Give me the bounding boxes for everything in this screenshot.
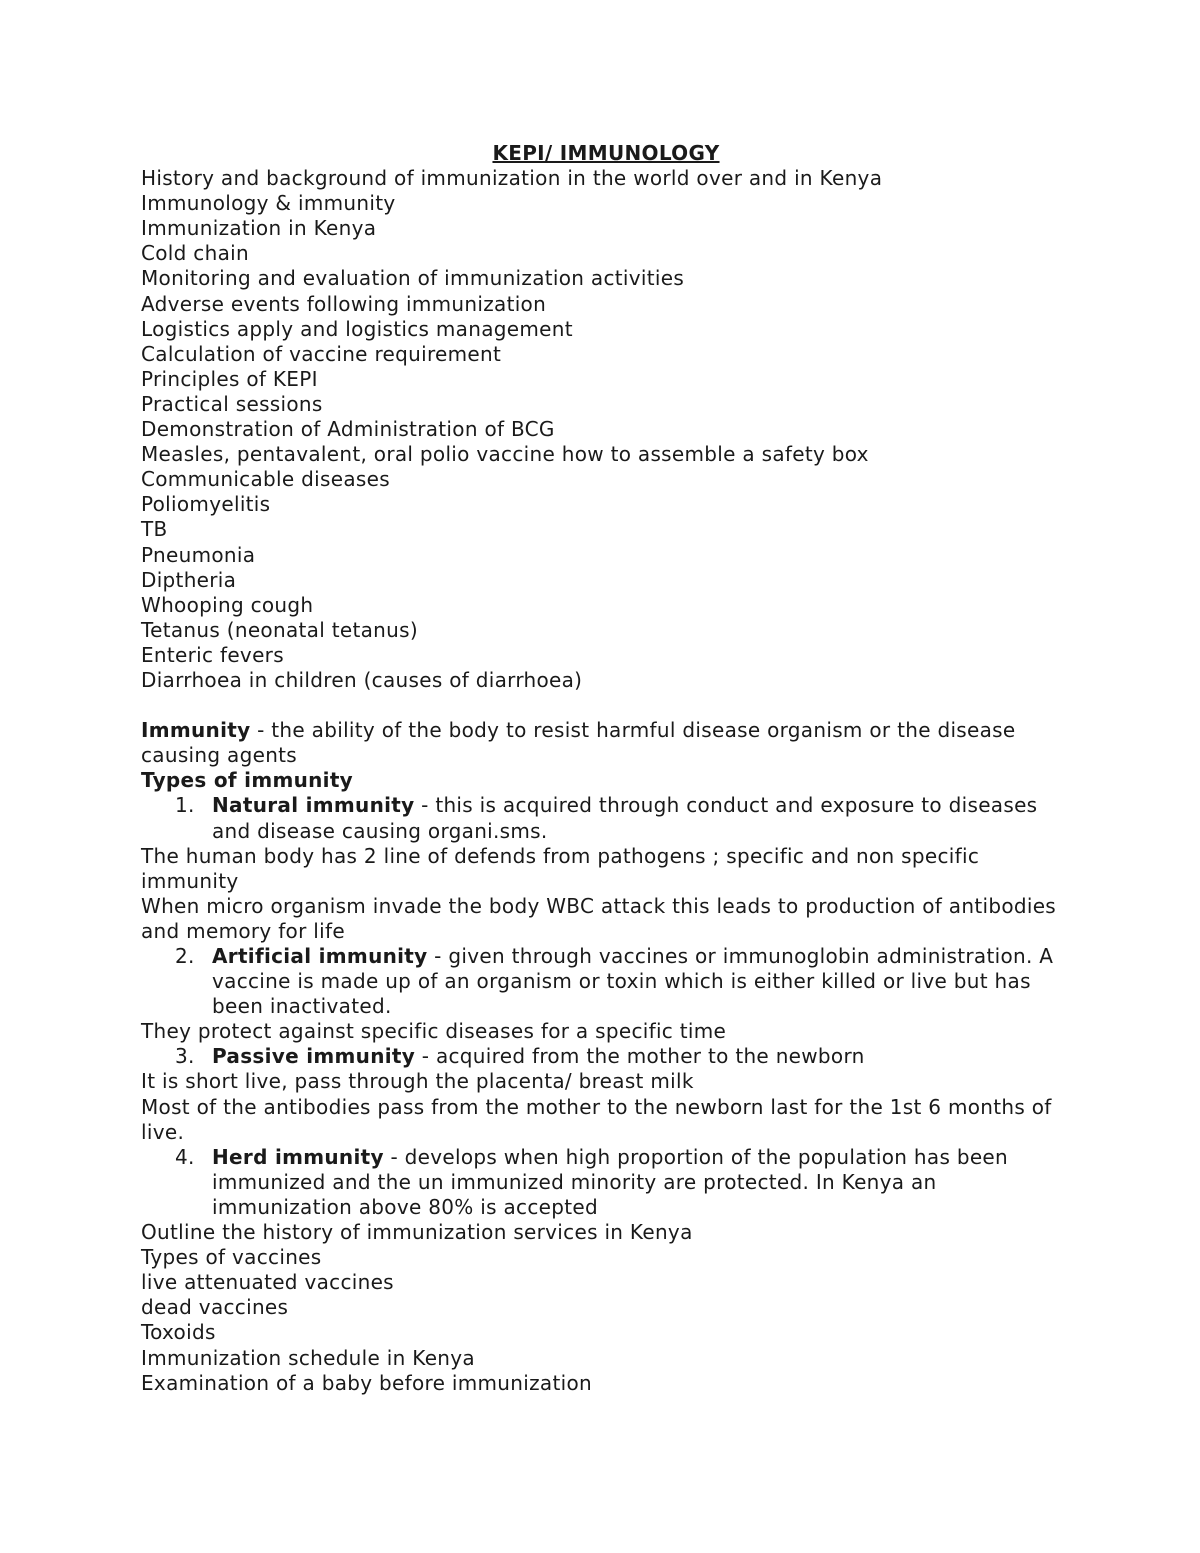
type-note: The human body has 2 line of defends from pathogens ; specific and non specific immunity <box>141 843 980 893</box>
type-note: When micro organism invade the body WBC attack this leads to production of antibodies and memory for life <box>141 893 1057 943</box>
topic-item: Communicable diseases <box>141 467 390 492</box>
topic-item: Immunization in Kenya <box>141 216 377 241</box>
topic-item: Principles of KEPI <box>141 366 318 391</box>
list-number: 4. <box>175 1144 195 1169</box>
type-item-herd <box>141 1145 1071 1220</box>
topic-item: Measles, pentavalent, oral polio vaccine how to assemble a safety box <box>141 442 869 467</box>
type-term: Artificial immunity <box>212 944 428 968</box>
topic-item: Whooping cough <box>141 592 314 617</box>
topic-item: Pneumonia <box>141 542 256 567</box>
types-heading: Types of immunity <box>141 768 354 793</box>
type-note: Most of the antibodies pass from the mother to the newborn last for the 1st 6 months of live. <box>141 1094 1052 1144</box>
type-desc: - this is acquired through conduct and exposure to diseases and disease causing organi.sms. <box>212 793 1038 843</box>
topic-list <box>141 166 1071 693</box>
closing-item: live attenuated vaccines <box>141 1270 394 1295</box>
topic-item: Enteric fevers <box>141 642 284 667</box>
list-number: 3. <box>175 1044 195 1069</box>
blank-line <box>141 693 1071 718</box>
closing-item: dead vaccines <box>141 1295 289 1320</box>
topic-item: Poliomyelitis <box>141 492 271 517</box>
type-item-passive <box>141 1044 1071 1069</box>
list-number: 2. <box>175 944 195 968</box>
type-term: Herd immunity <box>212 1144 384 1169</box>
topic-item: Immunology & immunity <box>141 191 396 216</box>
immunity-definition-text: - the ability of the body to resist harmful disease organism or the disease causing agents <box>141 718 1016 768</box>
topic-item: Logistics apply and logistics management <box>141 316 573 341</box>
type-note: They protect against specific diseases for a specific time <box>141 1019 727 1044</box>
topic-item: Diptheria <box>141 567 237 592</box>
type-desc: - acquired from the mother to the newborn <box>415 1044 865 1069</box>
topic-item: Adverse events following immunization <box>141 291 547 316</box>
list-number: 1. <box>175 793 195 818</box>
topic-item: Cold chain <box>141 241 249 266</box>
closing-item: Types of vaccines <box>141 1245 322 1270</box>
closing-item: Examination of a baby before immunization <box>141 1370 592 1395</box>
document-title: KEPI/ IMMUNOLOGY <box>492 141 720 165</box>
type-item-artificial <box>141 944 1071 1019</box>
closing-item: Toxoids <box>141 1320 216 1345</box>
type-note: It is short live, pass through the placenta/ breast milk <box>141 1069 694 1094</box>
topic-item: History and background of immunization in the world over and in Kenya <box>141 166 883 191</box>
topic-item: Monitoring and evaluation of immunization activities <box>141 266 685 291</box>
closing-list <box>141 1220 1071 1396</box>
document-page <box>141 141 1071 1396</box>
type-term: Natural immunity <box>212 793 415 818</box>
immunity-definition <box>141 718 1071 768</box>
immunity-term: Immunity <box>141 718 251 743</box>
closing-item: Outline the history of immunization services in Kenya <box>141 1220 693 1245</box>
type-term: Passive immunity <box>212 1044 416 1069</box>
topic-item: Diarrhoea in children (causes of diarrhoea) <box>141 667 583 692</box>
type-desc: - develops when high proportion of the population has been immunized and the un immunized minority are protected. In Kenya an immunization above 80% is accepted <box>212 1144 1009 1219</box>
type-desc: - given through vaccines or immunoglobin administration. A vaccine is made up of an organism or toxin which is either killed or live but has been inactivated. <box>212 944 1054 1019</box>
topic-item: Practical sessions <box>141 391 323 416</box>
topic-item: Calculation of vaccine requirement <box>141 341 502 366</box>
closing-item: Immunization schedule in Kenya <box>141 1345 475 1370</box>
type-item-natural <box>141 793 1071 843</box>
topic-item: Tetanus (neonatal tetanus) <box>141 617 418 642</box>
topic-item: TB <box>141 517 168 542</box>
topic-item: Demonstration of Administration of BCG <box>141 417 555 442</box>
